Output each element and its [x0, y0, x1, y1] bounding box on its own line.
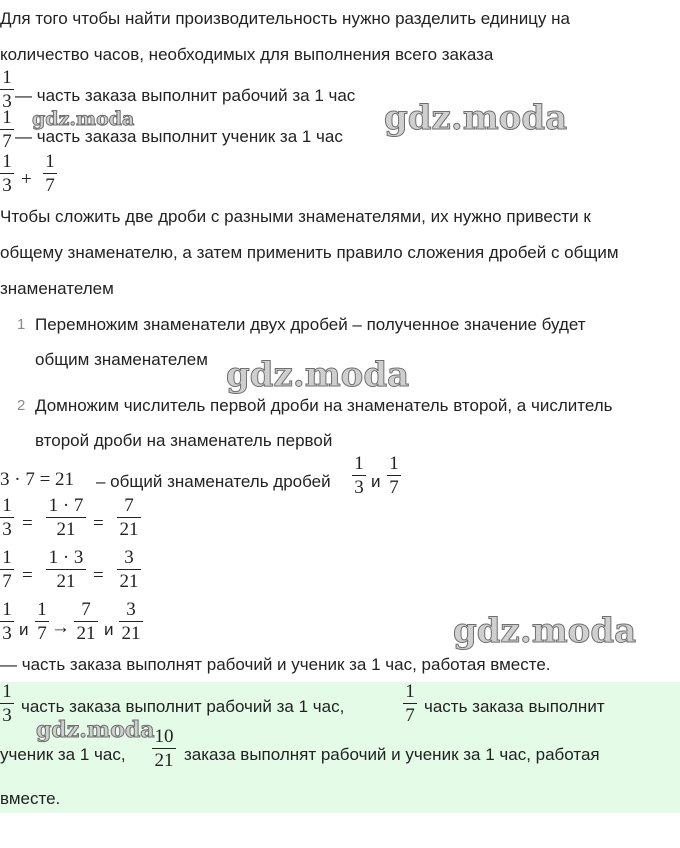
- conv2-middle: 1 · 3 21: [46, 548, 86, 592]
- conv1-middle: 1 · 7 21: [46, 496, 86, 540]
- step-2-line-2: второй дроби на знаменатель первой: [35, 431, 333, 450]
- conv1-eq-1: =: [22, 513, 33, 534]
- map-fraction-b: 1 7: [35, 600, 49, 644]
- watermark-logo: gdz.moda: [36, 717, 155, 743]
- conv1-eq-2: =: [93, 513, 104, 534]
- intro-line-1: Для того чтобы найти производительность нужно разделить единицу на: [0, 9, 570, 28]
- common-den-and: и: [371, 472, 381, 491]
- common-den-text: – общий знаменатель дробей: [96, 472, 331, 491]
- explanation-line-1: Чтобы сложить две дроби с разными знаменателями, их нужно привести к: [0, 207, 591, 226]
- answer-text-1: часть заказа выполнит рабочий за 1 час,: [21, 697, 345, 716]
- conv1-right: 7 21: [117, 496, 141, 540]
- fraction-student: 1 7: [0, 108, 14, 152]
- step-2-number: 2: [17, 397, 26, 414]
- conv1-left: 1 3: [0, 496, 14, 540]
- map-and-1: и: [19, 620, 29, 639]
- common-den-fraction-2: 1 7: [387, 454, 401, 498]
- conv2-eq-1: =: [22, 565, 33, 586]
- step-1-line-1: Перемножим знаменатели двух дробей – полученное значение будет: [35, 315, 586, 334]
- answer-fraction-worker: 1 3: [0, 682, 14, 726]
- watermark-logo: gdz.moda: [384, 98, 568, 138]
- map-arrow: →: [51, 617, 70, 638]
- step-1-number: 1: [17, 316, 26, 333]
- explanation-line-2: общему знаменателю, а затем применить правило сложения дробей с общим: [0, 243, 619, 262]
- sum-fraction-a: 1 3: [0, 152, 14, 196]
- plus-sign: +: [21, 169, 32, 190]
- step-2-line-1: Домножим числитель первой дроби на знаменатель второй, а числитель: [35, 396, 613, 415]
- answer-text-2: часть заказа выполнит: [424, 697, 605, 716]
- conv2-right: 3 21: [117, 548, 141, 592]
- watermark-logo: gdz.moda: [32, 108, 135, 130]
- map-fraction-a: 1 3: [0, 600, 14, 644]
- intro-line-2: количество часов, необходимых для выполнения всего заказа: [0, 45, 494, 64]
- sum-fraction-b: 1 7: [43, 152, 57, 196]
- watermark-logo: gdz.moda: [226, 355, 410, 395]
- common-den-expr: 3 · 7 = 21: [0, 469, 75, 490]
- map-and-2: и: [104, 620, 114, 639]
- answer-fraction-together: 10 21: [152, 727, 176, 771]
- answer-text-5: вместе.: [0, 789, 61, 808]
- conv2-left: 1 7: [0, 548, 14, 592]
- conv2-eq-2: =: [93, 565, 104, 586]
- answer-text-3: ученик за 1 час,: [0, 745, 126, 764]
- map-fraction-c: 7 21: [74, 600, 98, 644]
- together-line: — часть заказа выполнят рабочий и ученик за 1 час, работая вместе.: [0, 655, 551, 674]
- explanation-line-3: знаменателем: [0, 279, 114, 298]
- step-1-line-2: общим знаменателем: [35, 350, 208, 369]
- watermark-logo: gdz.moda: [453, 611, 637, 651]
- map-fraction-d: 3 21: [119, 600, 143, 644]
- common-den-fraction-1: 1 3: [352, 454, 366, 498]
- answer-text-4: заказа выполнят рабочий и ученик за 1 час, работая: [184, 745, 600, 764]
- fraction-worker: 1 3: [0, 68, 14, 112]
- answer-fraction-student: 1 7: [403, 682, 417, 726]
- student-rate-text: — часть заказа выполнит ученик за 1 час: [15, 127, 343, 146]
- worker-rate-text: — часть заказа выполнит рабочий за 1 час: [15, 86, 356, 105]
